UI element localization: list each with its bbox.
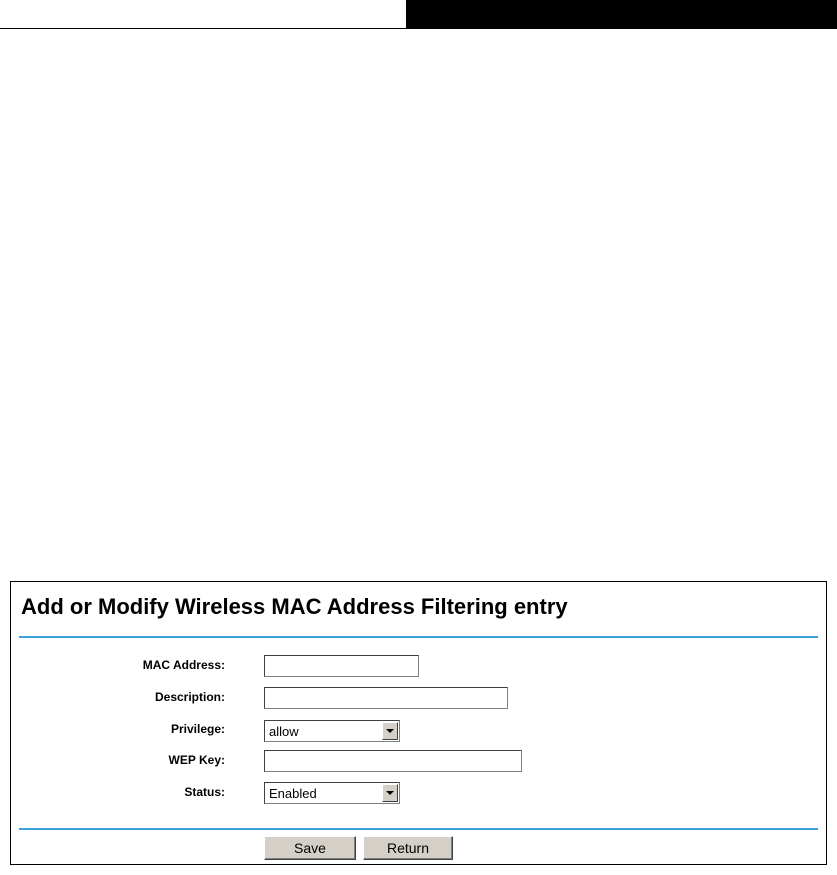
status-select[interactable] [264, 782, 400, 804]
chevron-down-icon[interactable] [382, 784, 398, 802]
header-black-bar [406, 0, 837, 28]
status-selected-value: Enabled [269, 786, 317, 801]
mac-address-input[interactable] [264, 655, 419, 677]
title-divider [19, 636, 818, 638]
chevron-down-icon[interactable] [382, 722, 398, 740]
privilege-label: Privilege: [170, 722, 225, 736]
header-rule [0, 28, 837, 29]
privilege-selected-value: allow [269, 724, 299, 739]
page-title: Add or Modify Wireless MAC Address Filtering entry [21, 594, 568, 619]
mac-address-label: MAC Address: [142, 658, 225, 672]
save-button[interactable]: Save [264, 836, 356, 860]
buttons-divider [19, 828, 818, 830]
status-label: Status: [184, 785, 225, 799]
wep-key-label: WEP Key: [168, 753, 225, 767]
return-button[interactable]: Return [363, 836, 453, 860]
description-input[interactable] [264, 687, 508, 709]
mac-filter-form-panel [10, 581, 827, 865]
wep-key-input[interactable] [264, 750, 522, 772]
privilege-select[interactable] [264, 720, 400, 742]
description-label: Description: [154, 690, 225, 704]
